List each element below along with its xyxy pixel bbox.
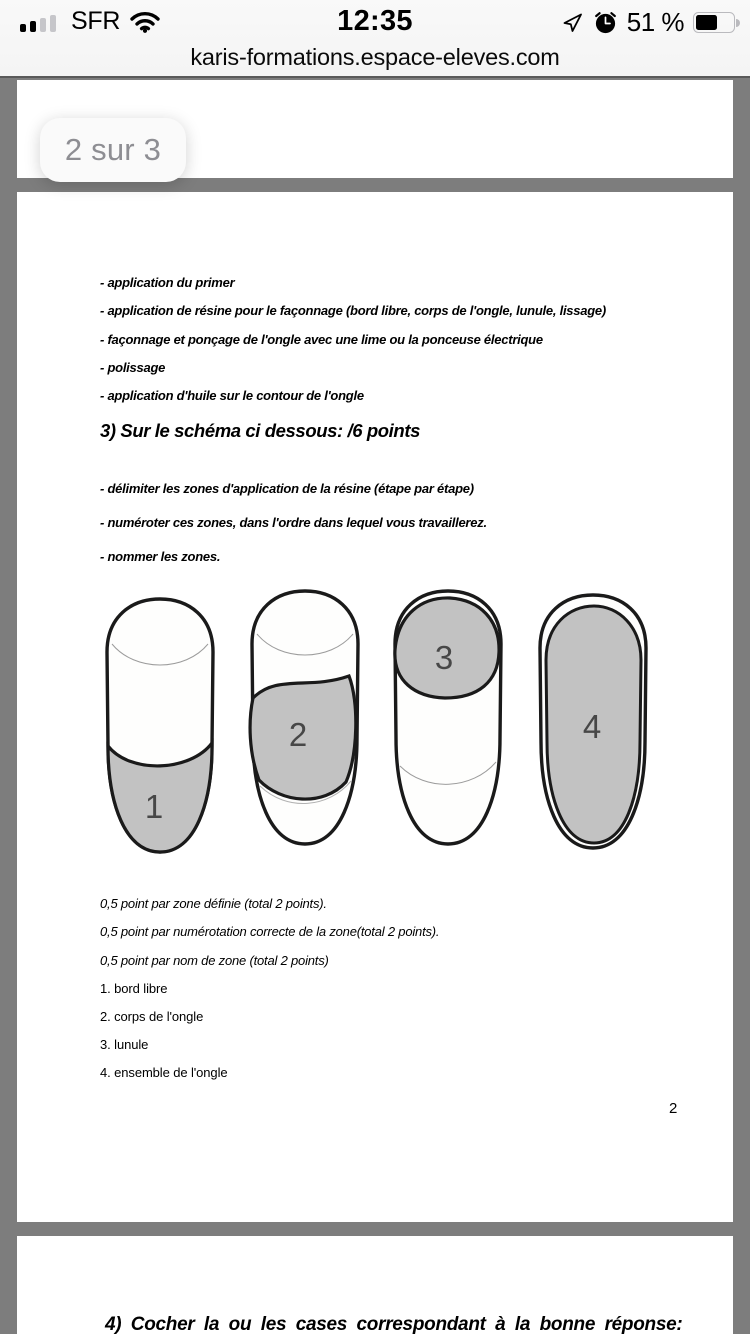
instruction-line: - nommer les zones.	[100, 549, 221, 564]
page-indicator-label: 2 sur 3	[64, 132, 162, 167]
process-step-list	[100, 269, 606, 410]
zone-number-label: 4	[582, 708, 602, 745]
status-bar-right	[561, 7, 739, 38]
battery-icon	[693, 12, 735, 33]
nail-schema-4	[540, 595, 646, 848]
question-3-instructions	[100, 472, 487, 574]
instruction-line: - délimiter les zones d'application de la résine (étape par étape)	[100, 481, 474, 496]
pdf-page-number: 2	[669, 1100, 678, 1117]
nail-zones-diagram	[98, 582, 656, 868]
url-bar[interactable]	[0, 40, 750, 76]
safari-top-bar	[0, 0, 750, 78]
process-step: - polissage	[100, 359, 166, 375]
zone-number-label: 1	[144, 788, 164, 825]
zone-answer: 2. corps de l'ongle	[100, 1009, 204, 1024]
zone-number-label: 2	[288, 716, 308, 753]
instruction-line: - numéroter ces zones, dans l'ordre dans lequel vous travaillerez.	[100, 515, 487, 530]
nail-schema-3	[395, 591, 501, 844]
alarm-clock-icon	[593, 10, 618, 35]
process-step: - façonnage et ponçage de l'ongle avec une lime ou la ponceuse électrique	[100, 331, 543, 347]
scoring-note: 0,5 point par numérotation correcte de la zone(total 2 points).	[100, 924, 440, 940]
scoring-note: 0,5 point par nom de zone (total 2 points)	[100, 952, 329, 968]
page-indicator-pill	[40, 118, 186, 182]
zone-answer: 1. bord libre	[100, 981, 168, 996]
pdf-page-2	[17, 192, 733, 1222]
location-arrow-icon	[561, 11, 584, 34]
battery-percent-label: 51 %	[626, 7, 684, 37]
zone-answer: 4. ensemble de l'ongle	[100, 1065, 228, 1080]
status-time: 12:35	[337, 5, 413, 37]
scoring-note: 0,5 point par zone définie (total 2 points).	[100, 896, 327, 911]
scoring-notes	[100, 890, 439, 975]
pdf-viewport[interactable]	[0, 80, 750, 1334]
process-step: - application de résine pour le façonnage (bord libre, corps de l'ongle, lunule, lissage)	[100, 303, 606, 319]
zone-number-label: 3	[434, 639, 454, 676]
question-4-heading: 4) Cocher la ou les cases correspondant à la bonne réponse:	[105, 1314, 683, 1334]
carrier-label: SFR	[71, 7, 121, 35]
process-step: - application du primer	[100, 275, 235, 290]
url-domain: karis-formations.espace-eleves.com	[190, 44, 560, 70]
question-3-heading: 3) Sur le schéma ci dessous: /6 points	[100, 420, 420, 441]
nail-schema-2	[250, 591, 358, 844]
status-bar	[0, 0, 750, 40]
pdf-page-3-top	[17, 1236, 733, 1334]
process-step: - application d'huile sur le contour de l'ongle	[100, 388, 364, 404]
nail-schema-1	[107, 599, 213, 852]
zone-answer: 3. lunule	[100, 1037, 149, 1052]
zone-answer-list	[100, 975, 227, 1087]
